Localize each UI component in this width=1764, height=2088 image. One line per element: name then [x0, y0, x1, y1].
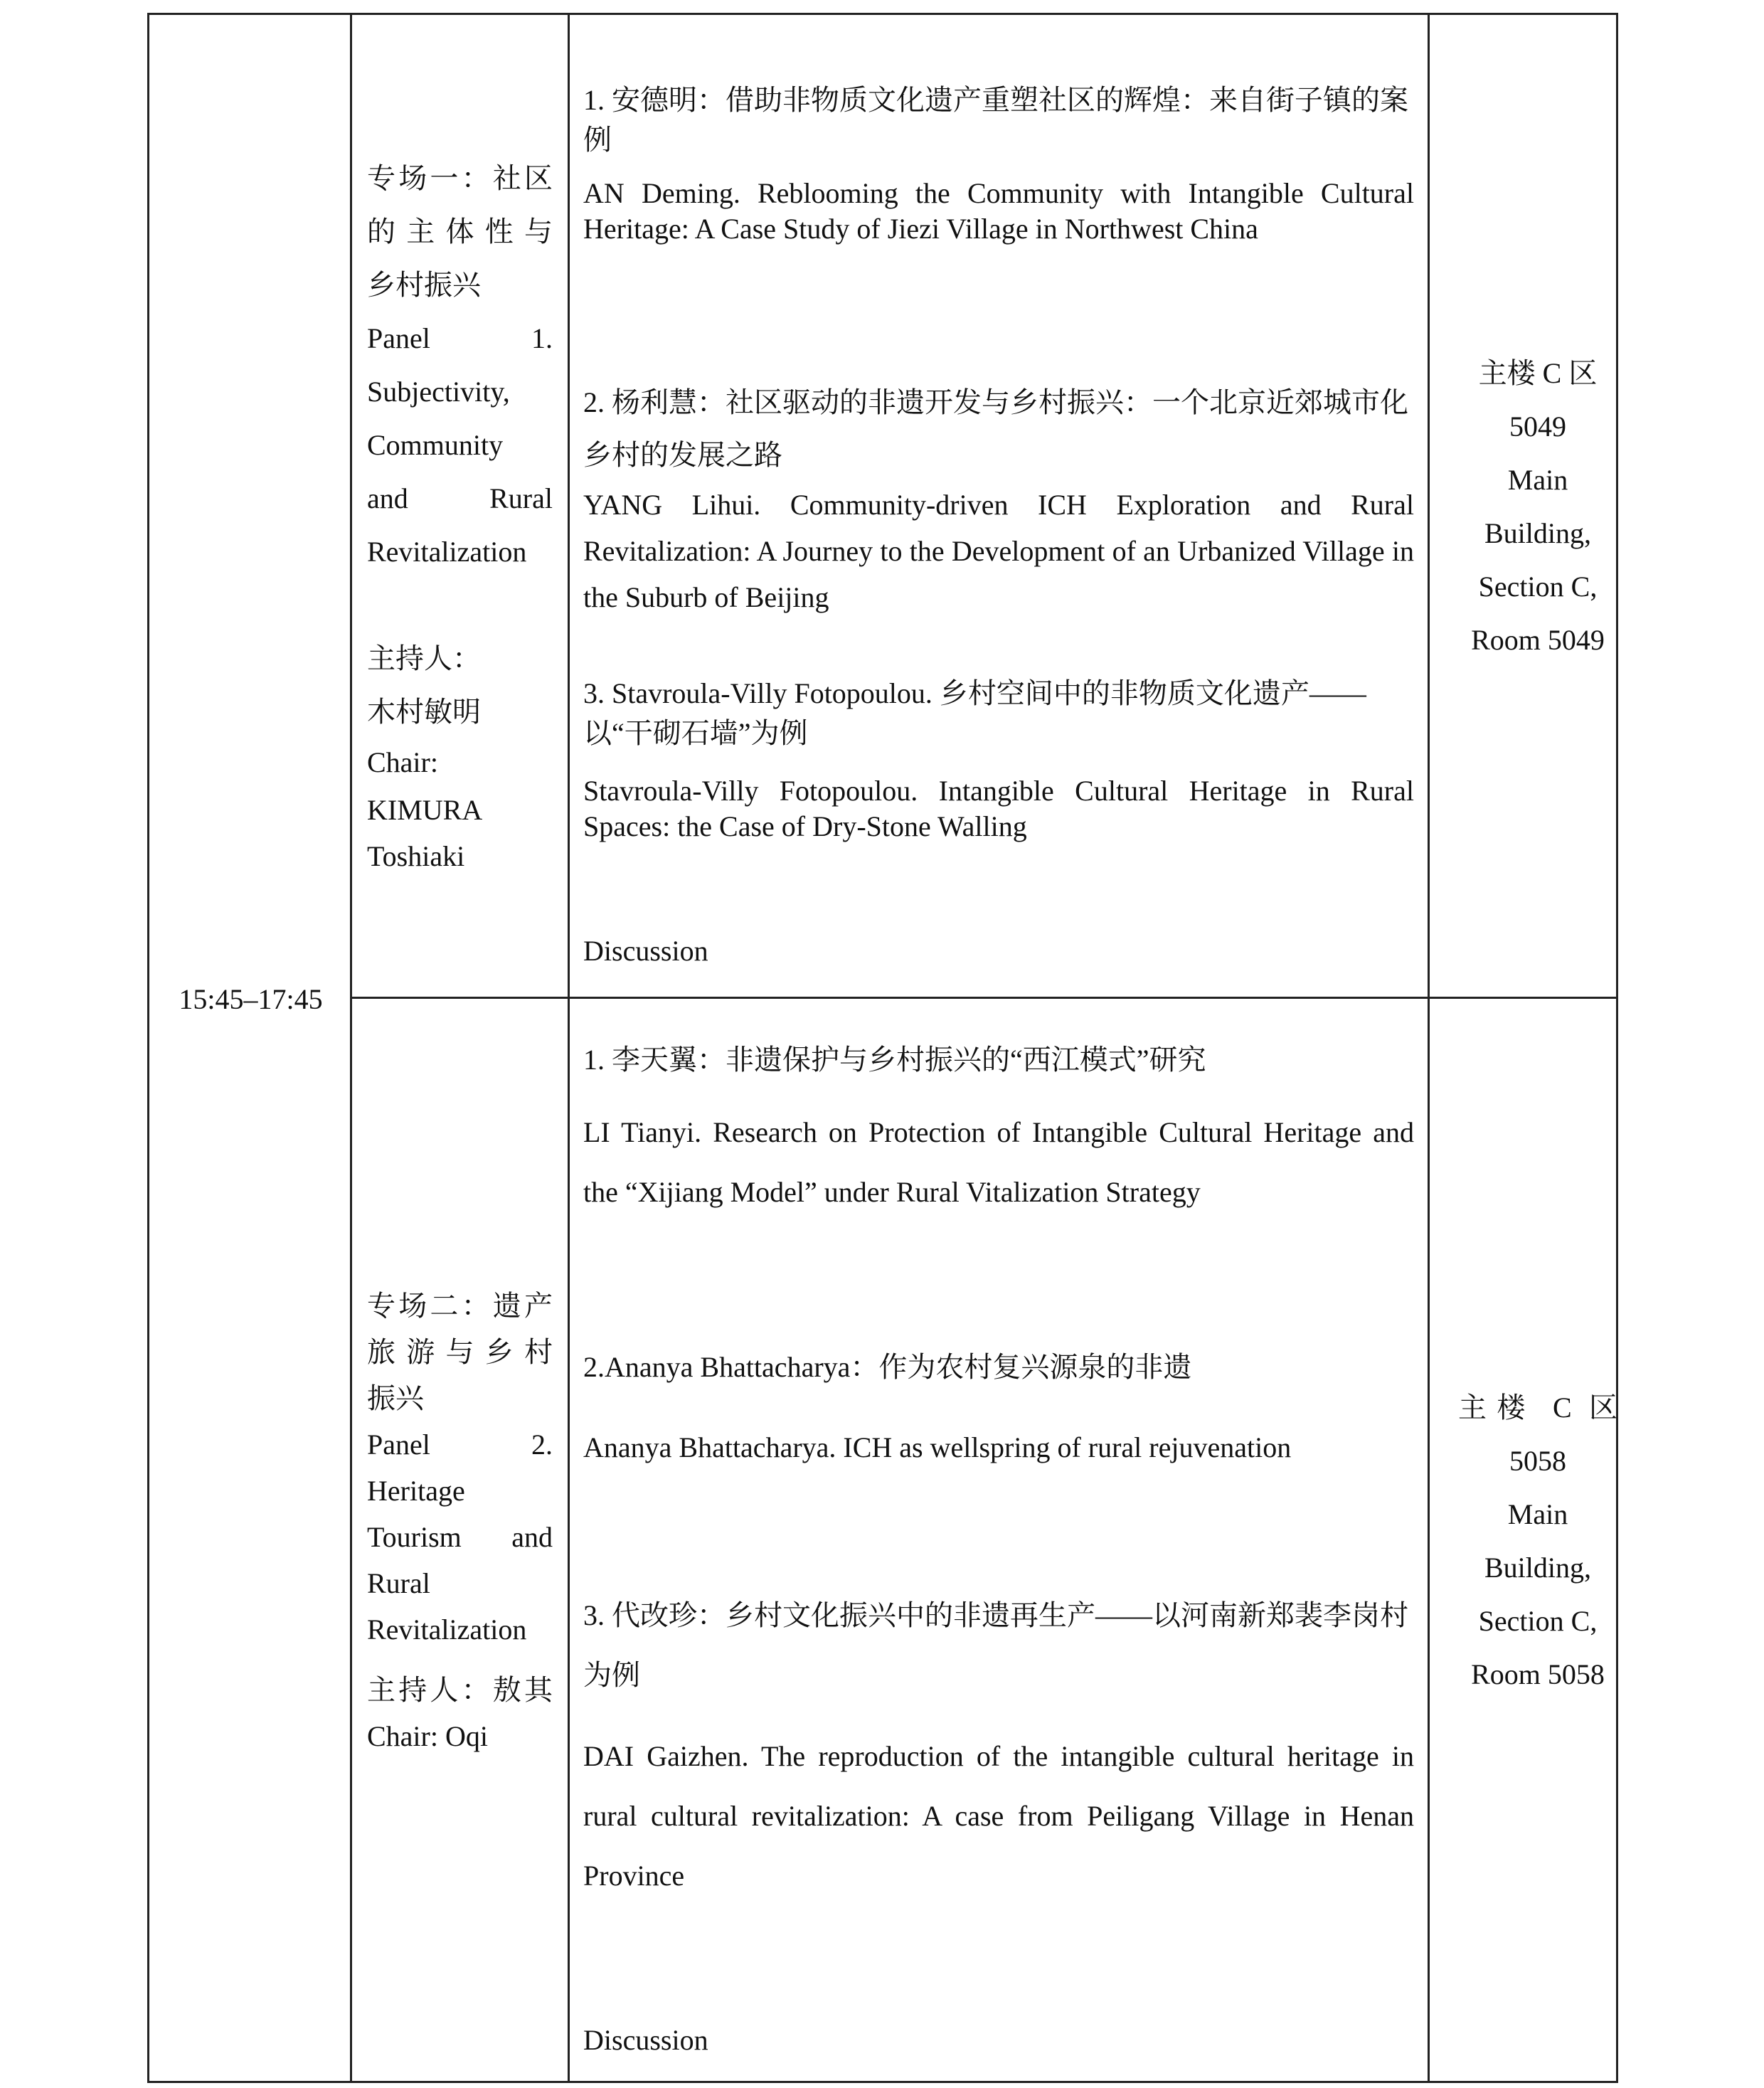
paper-title-zh: 2.Ananya Bhattacharya：作为农村复兴源泉的非遗: [583, 1351, 1192, 1383]
panel2-paper-3: [583, 1586, 1414, 1906]
panel1-info: [367, 152, 553, 879]
room-line: Building,: [1484, 517, 1592, 549]
column-divider: [1428, 15, 1430, 2081]
paper-title-en: DAI Gaizhen. The reproduction of the intangible cultural heritage in rural cultural revitalization: A case from Peiligang Village in Henan Province: [583, 1740, 1414, 1892]
paper-title-en: YANG Lihui. Community-driven ICH Exploration and Rural Revitalization: A Journey to the Development of an Urbanized Village in the Suburb of Beijing: [583, 489, 1414, 613]
panel2-room: [1442, 1381, 1633, 1701]
panel1-title-en-line: Community: [367, 429, 504, 461]
panel2-title-en-line: Rural: [367, 1567, 430, 1599]
room-line: 5049: [1509, 410, 1566, 442]
schedule-table: [147, 13, 1618, 2083]
room-line: 主楼 C 区: [1458, 1392, 1617, 1424]
room-line: Section C,: [1478, 1605, 1598, 1637]
panel2-title-zh-line: 专场二：遗产: [367, 1290, 553, 1322]
panel2-chair-en: Chair: Oqi: [367, 1720, 488, 1752]
panel1-paper-1: [583, 80, 1414, 247]
paper-title-zh: 2. 杨利慧：社区驱动的非遗开发与乡村振兴：一个北京近郊城市化乡村的发展之路: [583, 386, 1408, 471]
panel2-title-zh-line: 旅游与乡村: [367, 1336, 553, 1368]
panel2-title-zh-line: 振兴: [367, 1382, 424, 1414]
panel1-chair-label-zh: 主持人：: [367, 642, 481, 674]
panel2-paper-2: [583, 1347, 1414, 1466]
panel1-paper-2: [583, 376, 1414, 620]
panel2-paper-1: [583, 1040, 1414, 1222]
paper-title-en: AN Deming. Reblooming the Community with Intangible Cultural Heritage: A Case Study of Jiezi Village in Northwest China: [583, 177, 1414, 245]
panel1-papers: [583, 15, 1415, 997]
paper-title-en: LI Tianyi. Research on Protection of Intangible Cultural Heritage and the “Xijiang Model” under Rural Vitalization Strategy: [583, 1116, 1414, 1208]
panel1-paper-3: [583, 674, 1414, 844]
paper-title-zh: 1. 安德明：借助非物质文化遗产重塑社区的辉煌：来自街子镇的案例: [583, 84, 1408, 156]
room-line: Section C,: [1478, 571, 1598, 603]
panel1-room: [1442, 346, 1633, 667]
panel1-title-en-line: Panel 1.: [367, 322, 553, 354]
panel2-title-en-line: Heritage: [367, 1475, 465, 1507]
panel1-title-en-line: Subjectivity,: [367, 376, 510, 408]
room-line: Room 5058: [1471, 1658, 1605, 1690]
panel2-title-en-line: Panel 2.: [367, 1429, 553, 1461]
panel2-info: [367, 1283, 553, 1759]
panel1-discussion: Discussion: [583, 935, 708, 967]
panel2-papers: [583, 999, 1415, 2080]
paper-title-zh: 3. Stavroula-Villy Fotopoulou. 乡村空间中的非物质文化遗产——以“干砌石墙”为例: [583, 677, 1366, 749]
panel1-title-en-line: and Rural: [367, 482, 553, 514]
panel1-title-zh-line: 的主体性与: [367, 216, 553, 248]
panel1-title-zh-line: 乡村振兴: [367, 269, 481, 301]
paper-title-en: Ananya Bhattacharya. ICH as wellspring of rural rejuvenation: [583, 1431, 1292, 1463]
room-line: Main: [1507, 464, 1568, 496]
paper-title-zh: 3. 代改珍：乡村文化振兴中的非遗再生产——以河南新郑裴李岗村为例: [583, 1599, 1408, 1691]
time-slot: 15:45–17:45: [179, 983, 323, 1015]
panel1-title-en-line: Revitalization: [367, 536, 527, 568]
paper-title-en: Stavroula-Villy Fotopoulou. Intangible Cultural Heritage in Rural Spaces: the Case of Dry-Stone Walling: [583, 775, 1414, 842]
column-divider: [350, 15, 352, 2081]
panel1-chair-name-zh: 木村敏明: [367, 696, 481, 728]
room-line: Main: [1507, 1498, 1568, 1530]
room-line: Room 5049: [1471, 624, 1605, 656]
panel2-title-en-line: Tourism and: [367, 1521, 553, 1553]
paper-title-zh: 1. 李天翼：非遗保护与乡村振兴的“西江模式”研究: [583, 1044, 1206, 1076]
panel1-chair-label-en: Chair:: [367, 746, 438, 778]
panel1-chair-name-en: KIMURA: [367, 794, 483, 826]
room-line: 主楼 C 区: [1478, 357, 1598, 389]
column-divider: [568, 15, 570, 2081]
panel2-chair-zh: 主持人：敖其: [367, 1674, 553, 1706]
panel1-title-zh-line: 专场一：社区: [367, 162, 553, 194]
panel2-title-en-line: Revitalization: [367, 1613, 527, 1646]
panel1-chair-name-en: Toshiaki: [367, 840, 465, 872]
room-line: Building,: [1484, 1552, 1592, 1584]
room-line: 5058: [1509, 1445, 1566, 1477]
panel2-discussion: Discussion: [583, 2024, 708, 2056]
